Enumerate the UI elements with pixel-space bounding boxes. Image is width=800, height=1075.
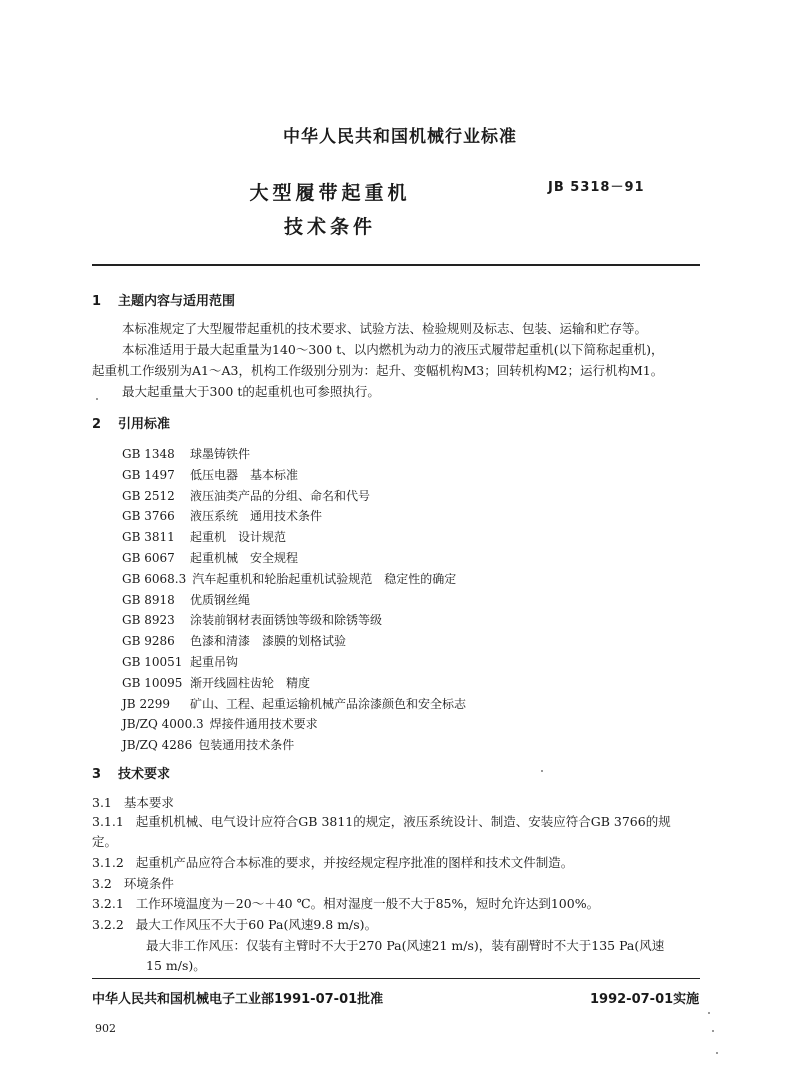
clause-3-2 <box>92 874 174 892</box>
reference-code: GB 10051 <box>122 655 183 669</box>
reference-item <box>122 445 250 462</box>
clause-3-1-1-line-1: 起重机机械、电气设计应符合GB 3811的规定，液压系统设计、制造、安装应符合GB 3766的规 <box>135 814 671 829</box>
reference-code: GB 3766 <box>122 509 175 524</box>
reference-code: GB 6068.3 <box>122 571 187 586</box>
reference-code: GB 3811 <box>122 530 175 545</box>
reference-item <box>122 632 346 649</box>
clause-3-2-2-number: 3.2.2 <box>92 917 124 932</box>
reference-item <box>122 466 298 483</box>
reference-code: GB 10095 <box>122 675 183 690</box>
reference-title: 焊接件通用技术要求 <box>209 717 318 732</box>
standard-header: 中华人民共和国机械行业标准 <box>283 127 517 147</box>
reference-title: 低压电器 基本标准 <box>190 467 299 482</box>
reference-title: 起重机械 安全规程 <box>190 551 299 565</box>
section-3-number: 3 <box>92 767 102 782</box>
section-1-para-2-line-2: 起重机工作级别为A1～A3，机构工作级别分别为：起升、变幅机构M3；回转机构M2；运行机构M1。 <box>92 363 664 378</box>
clause-3-1-text: 基本要求 <box>123 795 174 810</box>
reference-title: 包装通用技术条件 <box>198 738 295 753</box>
section-2-title: 引用标准 <box>118 417 171 432</box>
clause-3-2-1 <box>92 894 599 912</box>
clause-3-2-2-line-1: 最大工作风压不大于60 Pa(风速9.8 m/s)。 <box>135 917 378 932</box>
reference-code: GB 8918 <box>122 592 175 607</box>
clause-3-2-1-text: 工作环境温度为－20～＋40 ℃。相对湿度一般不大于85%，短时允许达到100%。 <box>135 896 600 911</box>
reference-item <box>122 695 466 712</box>
clause-3-2-1-number: 3.2.1 <box>92 896 124 911</box>
reference-item <box>122 674 310 691</box>
reference-item <box>122 611 382 628</box>
section-1-heading <box>92 290 235 309</box>
clause-3-1-1 <box>92 812 671 830</box>
section-2-number: 2 <box>92 417 102 432</box>
section-1-number: 1 <box>92 294 102 309</box>
clause-3-1 <box>92 793 174 811</box>
reference-title: 优质钢丝绳 <box>190 592 251 607</box>
scan-speck <box>541 770 543 772</box>
clause-3-1-number: 3.1 <box>92 795 112 810</box>
reference-item <box>122 528 286 545</box>
page-number: 902 <box>95 1022 116 1035</box>
reference-item <box>122 715 318 732</box>
reference-title: 起重吊钩 <box>190 655 239 669</box>
clause-3-1-2 <box>92 853 573 871</box>
document-title-line2: 技术条件 <box>283 216 376 238</box>
clause-3-1-2-text: 起重机产品应符合本标准的要求，并按经规定程序批准的图样和技术文件制造。 <box>135 855 574 870</box>
section-2-heading <box>92 413 170 432</box>
reference-item <box>122 487 370 504</box>
reference-title: 液压油类产品的分组、命名和代号 <box>190 488 371 503</box>
clause-3-2-2 <box>92 915 377 933</box>
reference-title: 涂装前钢材表面锈蚀等级和除锈等级 <box>190 613 383 628</box>
title-divider <box>92 264 700 266</box>
scan-speck <box>712 1030 714 1032</box>
reference-code: GB 1348 <box>122 447 175 461</box>
clause-3-1-1-line-2: 定。 <box>92 834 118 849</box>
reference-code: GB 2512 <box>122 488 175 503</box>
scan-speck <box>716 1052 718 1054</box>
section-3-title: 技术要求 <box>118 767 171 782</box>
reference-title: 球墨铸铁件 <box>190 447 251 461</box>
reference-code: JB/ZQ 4286 <box>122 738 193 753</box>
document-title-line1: 大型履带起重机 <box>249 182 411 204</box>
reference-title: 汽车起重机和轮胎起重机试验规范 稳定性的确定 <box>192 571 457 586</box>
effective-date: 1992-07-01实施 <box>590 992 700 1007</box>
reference-title: 色漆和清漆 漆膜的划格试验 <box>190 634 347 649</box>
section-1-title: 主题内容与适用范围 <box>118 294 236 309</box>
reference-item <box>122 736 294 753</box>
reference-item <box>122 591 250 608</box>
clause-3-2-number: 3.2 <box>92 876 112 891</box>
reference-code: GB 6067 <box>122 551 175 565</box>
document-number: JB 5318－91 <box>548 180 645 195</box>
reference-code: JB/ZQ 4000.3 <box>122 717 204 732</box>
reference-item <box>122 653 238 670</box>
reference-item <box>122 549 298 566</box>
section-1-para-2-line-1: 本标准适用于最大起重量为140～300 t、以内燃机为动力的液压式履带起重机(以下简称起重机)， <box>122 342 664 357</box>
clause-3-1-1-number: 3.1.1 <box>92 814 124 829</box>
scan-speck <box>708 1012 710 1014</box>
clause-3-2-text: 环境条件 <box>123 876 174 891</box>
section-1-para-1: 本标准规定了大型履带起重机的技术要求、试验方法、检验规则及标志、包装、运输和贮存等。 <box>122 321 648 336</box>
reference-item <box>122 507 322 524</box>
scan-speck <box>96 398 98 400</box>
reference-title: 起重机 设计规范 <box>190 530 287 545</box>
reference-title: 液压系统 通用技术条件 <box>190 509 323 524</box>
clause-3-2-2-line-2: 最大非工作风压：仅装有主臂时不大于270 Pa(风速21 m/s)，装有副臂时不大于135 Pa(风速 <box>146 938 665 953</box>
reference-code: GB 1497 <box>122 467 175 482</box>
reference-item <box>122 570 456 587</box>
reference-title: 渐开线圆柱齿轮 精度 <box>190 675 311 690</box>
section-1-para-3: 最大起重量大于300 t的起重机也可参照执行。 <box>122 384 380 399</box>
reference-code: JB 2299 <box>122 696 170 711</box>
footer-divider <box>92 978 700 979</box>
approval-line: 中华人民共和国机械电子工业部1991-07-01批准 <box>92 992 384 1007</box>
clause-3-2-2-line-3: 15 m/s)。 <box>146 958 206 973</box>
section-3-heading <box>92 763 170 782</box>
reference-title: 矿山、工程、起重运输机械产品涂漆颜色和安全标志 <box>190 696 467 711</box>
reference-code: GB 9286 <box>122 634 175 649</box>
clause-3-1-2-number: 3.1.2 <box>92 855 124 870</box>
reference-code: GB 8923 <box>122 613 175 628</box>
